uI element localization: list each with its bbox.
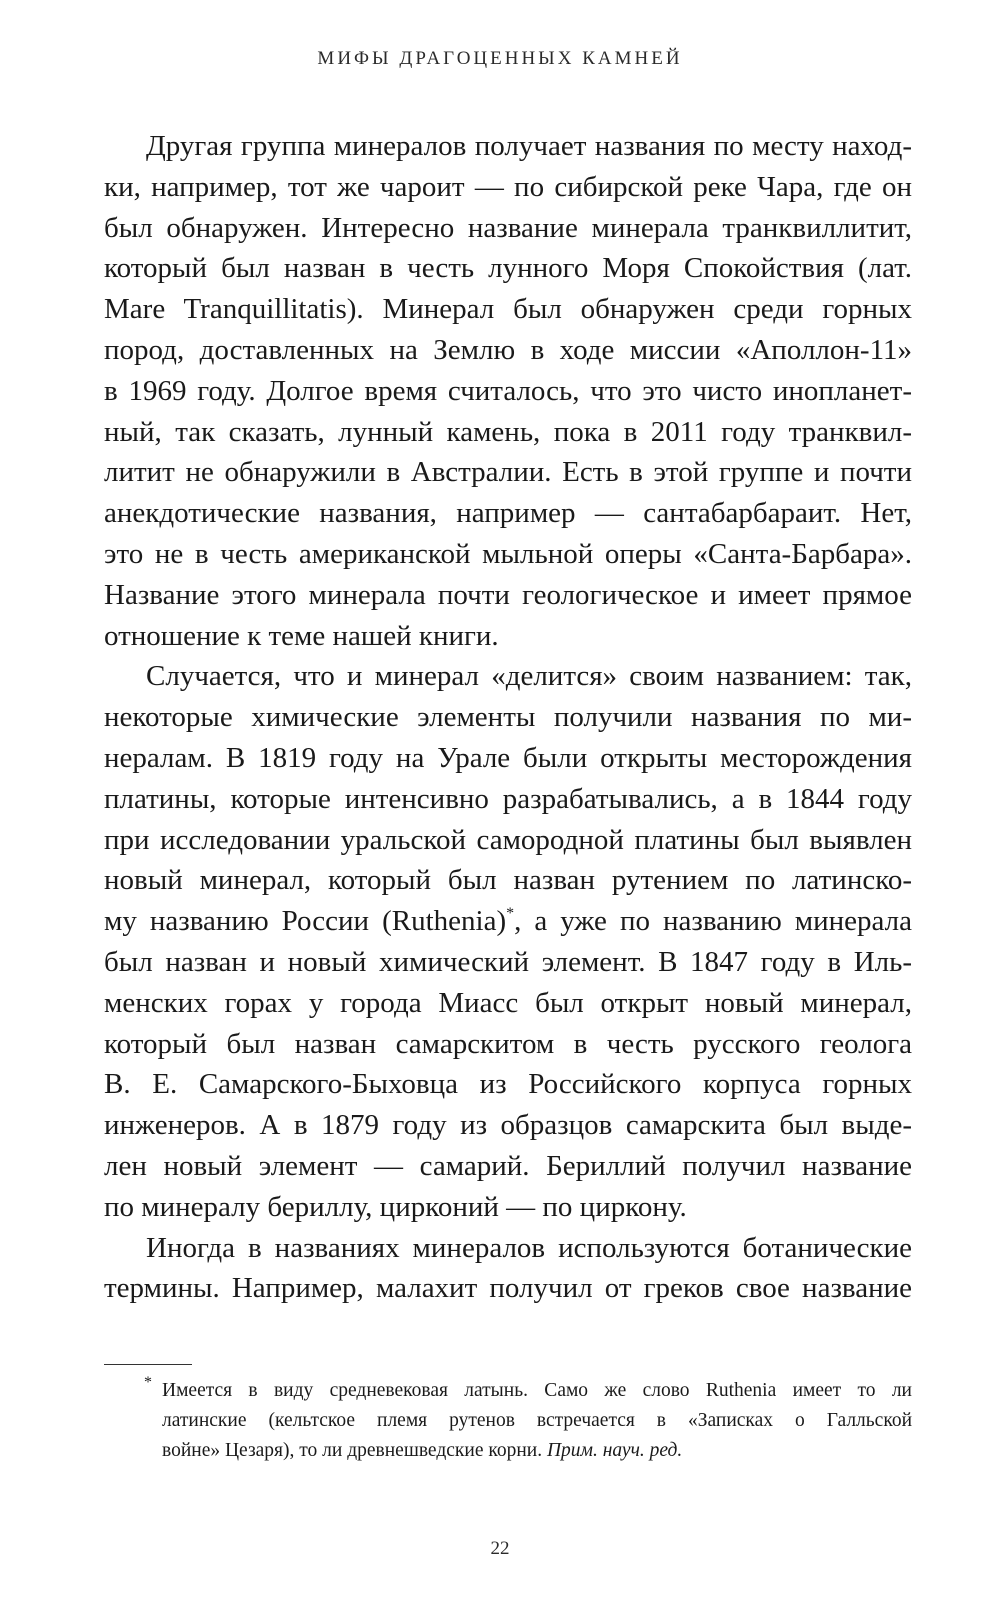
footnote-line: латинские (кельтское племя рутенов встречается в «Записках о Галльской: [162, 1410, 912, 1431]
text-line: по минералу бериллу, цирконий — по циркону.: [104, 1190, 687, 1223]
text-line: был назван и новый химический элемент. В 1847 году в Иль-: [104, 945, 912, 978]
text-line: В. Е. Самарского-Быховца из Российского корпуса горных: [104, 1068, 912, 1101]
page-number: 22: [490, 1538, 510, 1559]
text-line: пород, доставленных на Землю в ходе миссии «Аполлон-11»: [104, 333, 912, 366]
text-line: литит не обнаружили в Австралии. Есть в этой группе и почти: [104, 456, 912, 489]
text-line: Другая группа минералов получает названия по месту наход-: [146, 130, 912, 162]
text-line: платины, которые интенсивно разрабатывались, а в 1844 году: [104, 782, 912, 815]
footnote: [104, 1376, 912, 1466]
text-fragment: му названию России (Ruthenia): [104, 905, 507, 938]
main-text: [104, 126, 912, 1309]
text-line: Название этого минерала почти геологическое и имеет прямое: [104, 578, 912, 611]
footnote-line: [104, 1436, 912, 1466]
footnote-divider: [104, 1364, 192, 1365]
text-line: анекдотические названия, например — сантабарбараит. Нет,: [104, 497, 912, 530]
text-line: новый минерал, который был назван рутением по латинско-: [104, 864, 912, 897]
footnote-line: [104, 1376, 912, 1406]
text-line: термины. Например, малахит получил от греков свое название: [104, 1272, 912, 1305]
text-line: инженеров. А в 1879 году из образцов самарскита был выде-: [104, 1109, 912, 1142]
footnote-marker: *: [144, 1374, 152, 1391]
text-line: ки, например, тот же чароит — по сибирской реке Чара, где он: [104, 170, 912, 203]
text-line: который был назван самарскитом в честь русского геолога: [104, 1027, 912, 1060]
footnote-text: Имеется в виду средневековая латынь. Само же слово Ruthenia имеет то ли: [162, 1380, 912, 1401]
editor-note: Прим. науч. ред.: [546, 1440, 683, 1461]
text-line: ный, так сказать, лунный камень, пока в 2011 году транквил-: [104, 415, 912, 448]
text-line: отношение к теме нашей книги.: [104, 619, 499, 652]
text-line: который был назван в честь лунного Моря Спокойствия (лат.: [104, 252, 912, 285]
text-line: некоторые химические элементы получили названия по ми-: [104, 701, 912, 734]
text-fragment: , а уже по названию минерала: [514, 905, 913, 938]
text-line: лен новый элемент — самарий. Бериллий получил название: [104, 1149, 912, 1182]
running-head: МИФЫ ДРАГОЦЕННЫХ КАМНЕЙ: [317, 48, 683, 69]
text-line: Иногда в названиях минералов используются ботанические: [146, 1231, 912, 1264]
text-line: Случается, что и минерал «делится» своим названием: так,: [146, 660, 912, 693]
text-line: нералам. В 1819 году на Урале были открыты месторождения: [104, 741, 912, 774]
footnote-text: войне» Цезаря), то ли древнешведские корни.: [162, 1440, 547, 1461]
text-line: это не в честь американской мыльной оперы «Санта-Барбара».: [104, 537, 912, 570]
text-line: Mare Tranquillitatis). Минерал был обнаружен среди горных: [104, 293, 912, 326]
text-line: в 1969 году. Долгое время считалось, что это чисто инопланет-: [104, 374, 912, 407]
text-line-with-footnote: [104, 901, 912, 942]
text-line: менских горах у города Миасс был открыт новый минерал,: [104, 986, 912, 1019]
text-line: при исследовании уральской самородной платины был выявлен: [104, 823, 912, 856]
footnote-reference[interactable]: *: [506, 905, 515, 923]
text-line: был обнаружен. Интересно название минерала транквиллитит,: [104, 211, 912, 244]
